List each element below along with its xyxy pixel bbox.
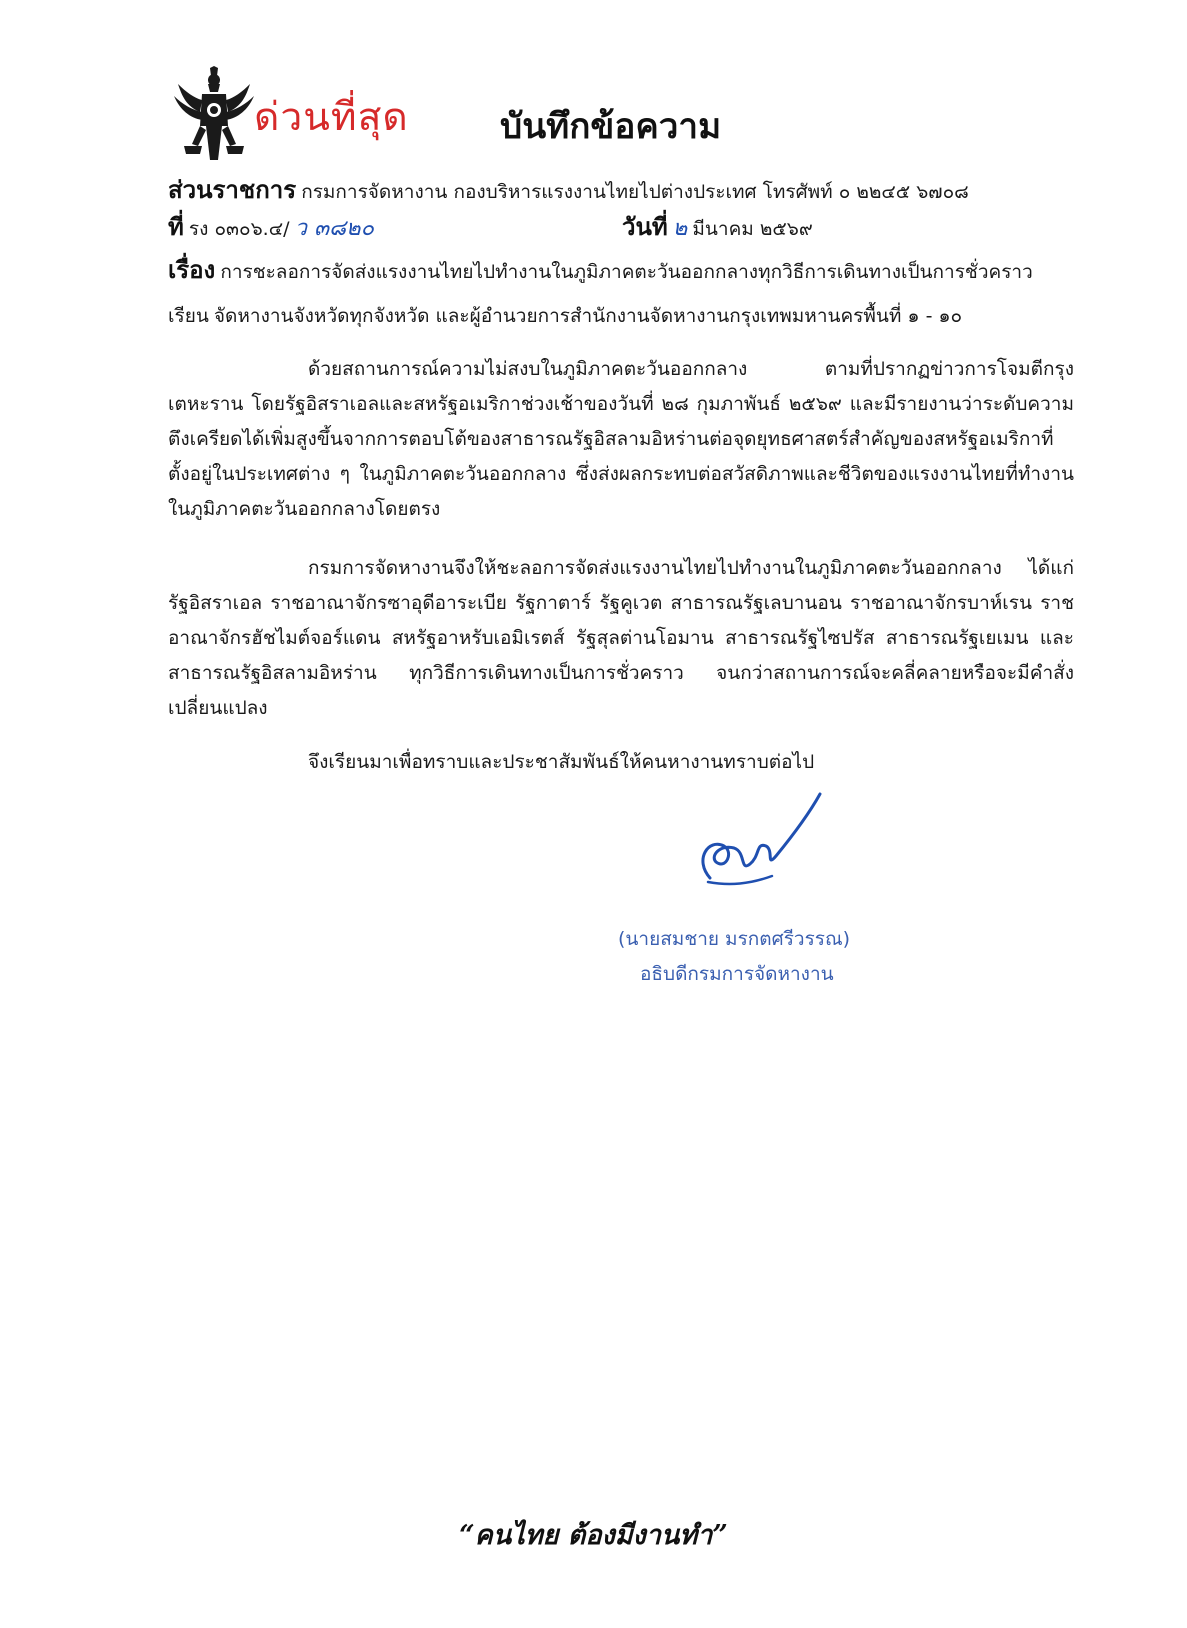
agency-value: กรมการจัดหางาน กองบริหารแรงงานไทยไปต่างประเทศ โทรศัพท์ ๐ ๒๒๔๕ ๖๗๐๘ — [301, 181, 969, 203]
body-paragraph-1-text: ด้วยสถานการณ์ความไม่สงบในภูมิภาคตะวันออกกลาง ตามที่ปรากฏข่าวการโจมตีกรุงเตหะราน โดยรัฐอิสราเอลและสหรัฐอเมริกาช่วงเช้าของวันที่ ๒๘ กุมภาพันธ์ ๒๕๖๙ และมีรายงานว่าระดับความตึงเครียดได้เพิ่มสูงขึ้นจากการตอบโต้ของสาธารณรัฐอิสลามอิหร่านต่อจุดยุทธศาสตร์สำคัญของสหรัฐอเมริกาที่ตั้งอยู่ในประเทศต่าง ๆ ในภูมิภาคตะวันออกกลาง ซึ่งส่งผลกระทบต่อสวัสดิภาพและชีวิตของแรงงานไทยที่ทำงานในภูมิภาคตะวันออกกลางโดยตรง — [168, 358, 1075, 520]
signature-icon — [690, 790, 830, 900]
date-month-year: มีนาคม ๒๕๖๙ — [692, 218, 813, 240]
garuda-emblem-icon — [172, 66, 256, 162]
date-day: ๒ — [672, 216, 688, 241]
body-paragraph-1 — [168, 352, 1074, 527]
body-paragraph-3 — [168, 745, 1074, 780]
reference-label: ที่ — [168, 213, 184, 241]
subject-value: การชะลอการจัดส่งแรงงานไทยไปทำงานในภูมิภาคตะวันออกกลางทุกวิธีการเดินทางเป็นการชั่วคราว — [220, 261, 1033, 283]
signatory-name: (นายสมชาย มรกตศรีวรรณ) — [618, 928, 851, 950]
urgency-stamp: ด่วนที่สุด — [254, 95, 409, 140]
body-paragraph-3-text: จึงเรียนมาเพื่อทราบและประชาสัมพันธ์ให้คนหางานทราบต่อไป — [308, 751, 815, 773]
signatory-position: อธิบดีกรมการจัดหางาน — [640, 963, 834, 985]
recipient-label: เรียน — [168, 305, 209, 327]
recipient-row — [168, 307, 962, 326]
document-title: บันทึกข้อความ — [500, 107, 722, 147]
subject-label: เรื่อง — [168, 256, 216, 284]
agency-label: ส่วนราชการ — [168, 176, 297, 204]
agency-row — [168, 178, 969, 202]
recipient-value: จัดหางานจังหวัดทุกจังหวัด และผู้อำนวยการสำนักงานจัดหางานกรุงเทพมหานครพื้นที่ ๑ - ๑๐ — [213, 305, 963, 327]
footer-slogan: “คนไทย ต้องมีงานทำ” — [459, 1520, 728, 1551]
date-label: วันที่ — [622, 213, 668, 241]
body-paragraph-2 — [168, 551, 1074, 726]
date-row — [622, 215, 813, 240]
subject-row — [168, 258, 1033, 282]
reference-prefix: รง ๐๓๐๖.๔/ — [188, 218, 290, 240]
reference-row — [168, 215, 374, 240]
body-paragraph-2-text: กรมการจัดหางานจึงให้ชะลอการจัดส่งแรงงานไทยไปทำงานในภูมิภาคตะวันออกกลาง ได้แก่ รัฐอิสราเอล ราชอาณาจักรซาอุดีอาระเบีย รัฐกาตาร์ รัฐคูเวต สาธารณรัฐเลบานอน ราชอาณาจักรบาห์เรน ราชอาณาจักรฮัชไมต์จอร์แดน สหรัฐอาหรับเอมิเรตส์ รัฐสุลต่านโอมาน สาธารณรัฐไซปรัส สาธารณรัฐเยเมน และสาธารณรัฐอิสลามอิหร่าน ทุกวิธีการเดินทางเป็นการชั่วคราว จนกว่าสถานการณ์จะคลี่คลายหรือจะมีคำสั่งเปลี่ยนแปลง — [168, 557, 1074, 719]
reference-number: ว ๓๘๒๐ — [294, 216, 374, 241]
